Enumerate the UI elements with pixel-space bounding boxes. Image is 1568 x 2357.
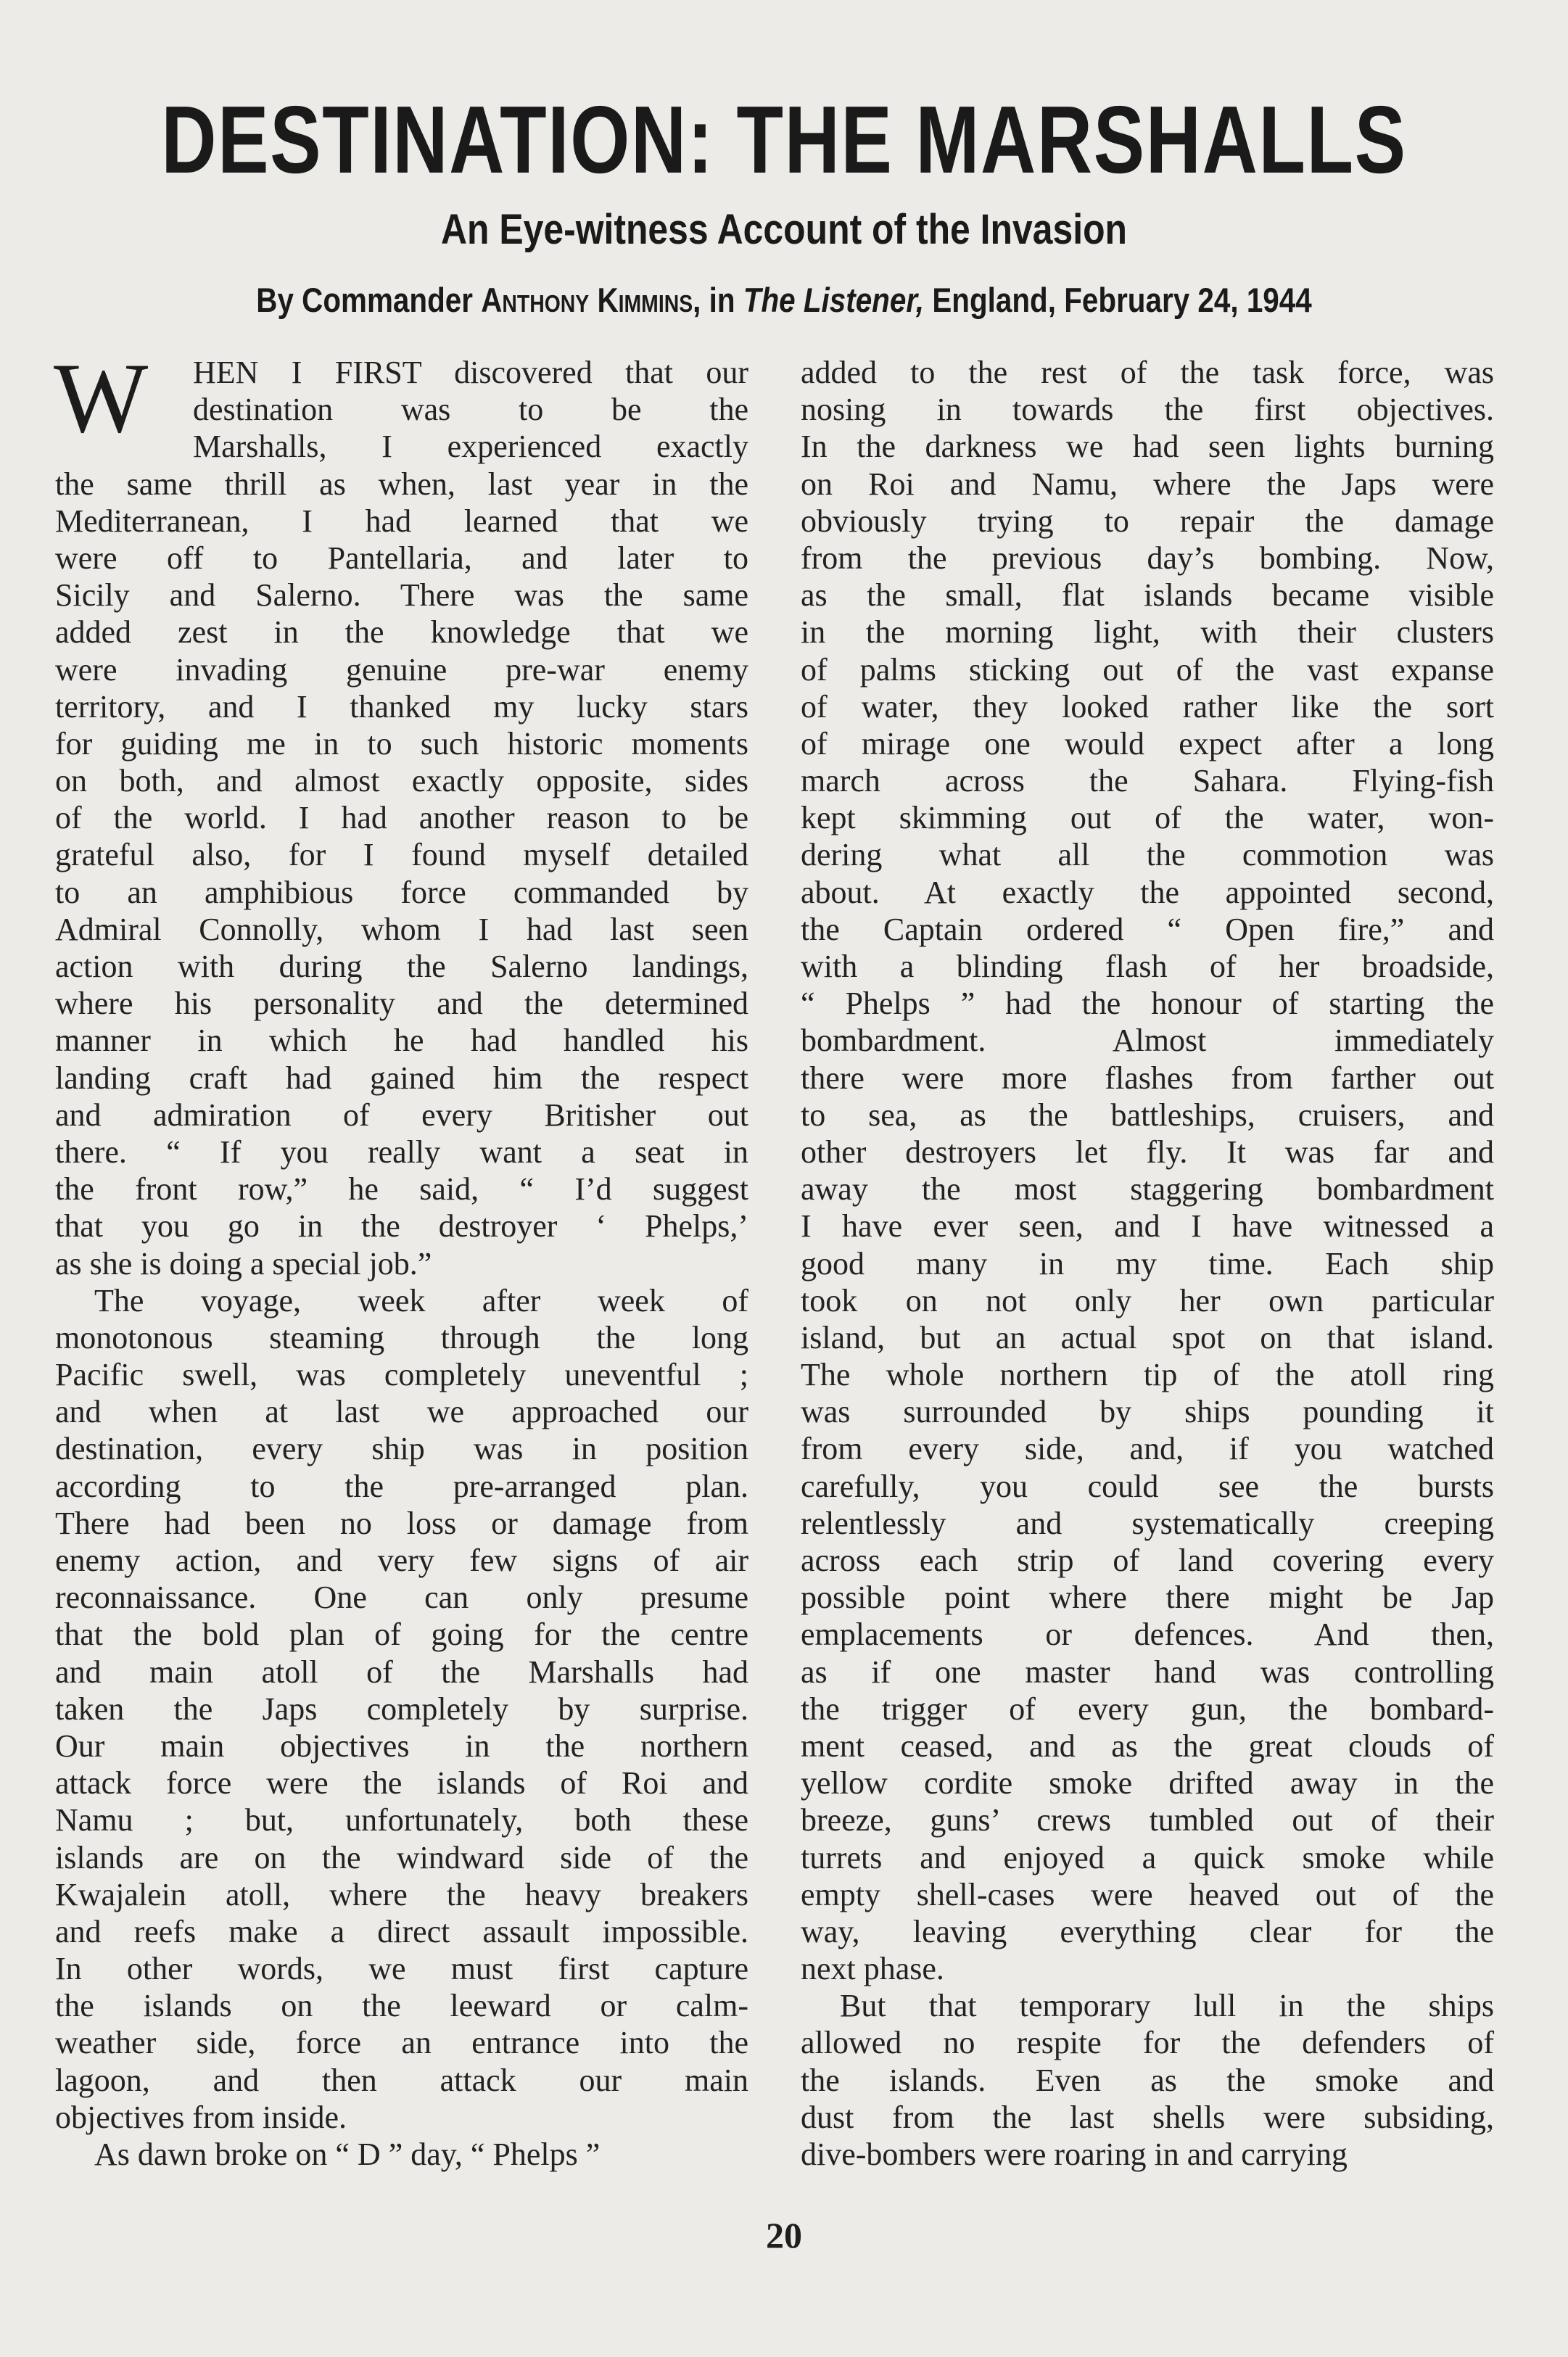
text-line: the front row,” he said, “ I’d suggest [55, 1171, 748, 1208]
article-subtitle: An Eye-witness Account of the Invasion [440, 206, 1128, 253]
text-line: The whole northern tip of the atoll ring [801, 1357, 1494, 1393]
text-line: empty shell-cases were heaved out of the [801, 1876, 1494, 1912]
text-line: emplacements or defences. And then, [801, 1617, 1494, 1653]
text-line: with a blinding flash of her broadside, [801, 949, 1494, 984]
text-line: from every side, and, if you watched [801, 1431, 1494, 1467]
text-line: the Captain ordered “ Open fire,” and [801, 911, 1494, 947]
text-line: was surrounded by ships pounding it [801, 1394, 1494, 1430]
byline-prefix: By Commander [256, 281, 482, 319]
text-line: dering what all the commotion was [801, 837, 1494, 873]
text-line: landing craft had gained him the respect [55, 1060, 748, 1096]
text-column-left [54, 342, 748, 2173]
text-line: of mirage one would expect after a long [801, 725, 1494, 761]
text-line: to sea, as the battleships, cruisers, and [801, 1097, 1494, 1133]
text-line: the islands. Even as the smoke and [801, 2062, 1494, 2098]
text-line: the islands on the leeward or calm- [55, 1988, 748, 2024]
text-line: The voyage, week after week of [94, 1282, 748, 1318]
text-line: added to the rest of the task force, was [801, 355, 1494, 390]
text-line: that the bold plan of going for the centre [55, 1617, 748, 1653]
text-line: next phase. [801, 1951, 944, 1987]
text-line: Pacific swell, was completely uneventful ; [55, 1357, 748, 1393]
text-line: on Roi and Namu, where the Japs were [801, 466, 1494, 502]
text-line: action with during the Salerno landings, [55, 949, 748, 984]
text-line: I have ever seen, and I have witnessed a [801, 1208, 1494, 1244]
text-column-right [801, 354, 1494, 2173]
text-line: attack force were the islands of Roi and [55, 1765, 748, 1801]
text-line: Marshalls, I experienced exactly [193, 429, 748, 465]
byline-mid: , in [693, 281, 743, 319]
text-line: other destroyers let fly. It was far and [801, 1134, 1494, 1170]
text-line: from the previous day’s bombing. Now, [801, 540, 1494, 576]
text-line: destination, every ship was in position [55, 1431, 748, 1467]
text-line: there. “ If you really want a seat in [55, 1134, 748, 1170]
text-line: “ Phelps ” had the honour of starting the [801, 986, 1494, 1022]
text-line: Our main objectives in the northern [55, 1727, 748, 1764]
text-line: turrets and enjoyed a quick smoke while [801, 1839, 1494, 1875]
text-line: There had been no loss or damage from [55, 1505, 748, 1541]
text-line: ment ceased, and as the great clouds of [801, 1727, 1494, 1764]
text-line: yellow cordite smoke drifted away in the [801, 1765, 1494, 1801]
text-line: added zest in the knowledge that we [55, 614, 748, 651]
text-line: way, leaving everything clear for the [801, 1913, 1494, 1949]
text-line: were invading genuine pre-war enemy [55, 651, 748, 688]
text-line: objectives from inside. [55, 2099, 347, 2135]
text-line: Mediterranean, I had learned that we [55, 503, 748, 539]
text-line: were off to Pantellaria, and later to [55, 540, 748, 576]
text-line: obviously trying to repair the damage [801, 503, 1494, 539]
text-line: monotonous steaming through the long [55, 1319, 748, 1355]
text-line: of water, they looked rather like the sort [801, 688, 1494, 725]
text-line: grateful also, for I found myself detailed [55, 837, 748, 873]
text-line: as if one master hand was controlling [801, 1654, 1494, 1690]
text-line: on both, and almost exactly opposite, sides [55, 763, 748, 799]
page-number: 20 [766, 2215, 802, 2255]
text-line: But that temporary lull in the ships [840, 1988, 1494, 2024]
text-line: lagoon, and then attack our main [55, 2062, 748, 2098]
text-line: about. At exactly the appointed second, [801, 874, 1494, 910]
text-line: carefully, you could see the bursts [801, 1468, 1494, 1504]
text-line: manner in which he had handled his [55, 1023, 748, 1059]
drop-cap: W [54, 342, 149, 453]
text-line: took on not only her own particular [801, 1282, 1494, 1318]
text-line: bombardment. Almost immediately [801, 1023, 1494, 1059]
text-line: reconnaissance. One can only presume [55, 1580, 748, 1616]
text-line: islands are on the windward side of the [55, 1839, 748, 1875]
text-line: In the darkness we had seen lights burning [801, 429, 1494, 465]
text-line: island, but an actual spot on that island. [801, 1319, 1494, 1355]
text-line: Admiral Connolly, whom I had last seen [55, 911, 748, 947]
text-line: in the morning light, with their clusters [801, 614, 1494, 651]
text-line: enemy action, and very few signs of air [55, 1543, 748, 1578]
text-line: away the most staggering bombardment [801, 1171, 1494, 1208]
text-line: and reefs make a direct assault impossible. [55, 1913, 748, 1949]
text-line: destination was to be the [193, 392, 748, 428]
text-line: march across the Sahara. Flying-fish [801, 763, 1494, 799]
text-line: breeze, guns’ crews tumbled out of their [801, 1802, 1494, 1838]
byline-publication: The Listener, [743, 281, 925, 319]
text-line: good many in my time. Each ship [801, 1245, 1494, 1281]
text-line: and when at last we approached our [55, 1394, 748, 1430]
text-line: that you go in the destroyer ‘ Phelps,’ [55, 1208, 748, 1244]
text-line: weather side, force an entrance into the [55, 2025, 748, 2061]
text-line: of palms sticking out of the vast expanse [801, 651, 1494, 688]
text-line: the same thrill as when, last year in the [55, 466, 748, 502]
text-line: possible point where there might be Jap [801, 1580, 1494, 1616]
text-line: where his personality and the determined [55, 986, 748, 1022]
text-line: as she is doing a special job.” [55, 1245, 432, 1281]
article-byline [110, 278, 1458, 322]
text-line: nosing in towards the first objectives. [801, 392, 1494, 428]
text-line: across each strip of land covering every [801, 1543, 1494, 1578]
text-line: according to the pre-arranged plan. [55, 1468, 748, 1504]
text-line: of the world. I had another reason to be [55, 800, 748, 836]
article-title: DESTINATION: THE MARSHALLS [161, 86, 1407, 193]
text-line: territory, and I thanked my lucky stars [55, 688, 748, 725]
text-line: dive-bombers were roaring in and carrying [801, 2137, 1348, 2172]
text-line: there were more flashes from farther out [801, 1060, 1494, 1096]
text-line: for guiding me in to such historic moments [55, 725, 748, 761]
text-line: as the small, flat islands became visible [801, 577, 1494, 614]
text-line: Sicily and Salerno. There was the same [55, 577, 748, 614]
text-line: to an amphibious force commanded by [55, 874, 748, 910]
text-line: As dawn broke on “ D ” day, “ Phelps ” [94, 2137, 601, 2172]
text-line: In other words, we must first capture [55, 1951, 748, 1987]
byline-author: Anthony Kimmins [481, 281, 693, 319]
text-line: and main atoll of the Marshalls had [55, 1654, 748, 1690]
text-line: and admiration of every Britisher out [55, 1097, 748, 1133]
text-line: dust from the last shells were subsiding, [801, 2099, 1494, 2135]
byline-suffix: England, February 24, 1944 [924, 281, 1312, 319]
text-line: relentlessly and systematically creeping [801, 1505, 1494, 1541]
text-line: kept skimming out of the water, won- [801, 800, 1494, 836]
text-line: the trigger of every gun, the bombard- [801, 1691, 1494, 1727]
text-line: taken the Japs completely by surprise. [55, 1691, 748, 1727]
text-line: HEN I FIRST discovered that our [193, 355, 748, 390]
text-line: Namu ; but, unfortunately, both these [55, 1802, 748, 1838]
text-line: allowed no respite for the defenders of [801, 2025, 1494, 2061]
text-line: Kwajalein atoll, where the heavy breakers [55, 1876, 748, 1912]
